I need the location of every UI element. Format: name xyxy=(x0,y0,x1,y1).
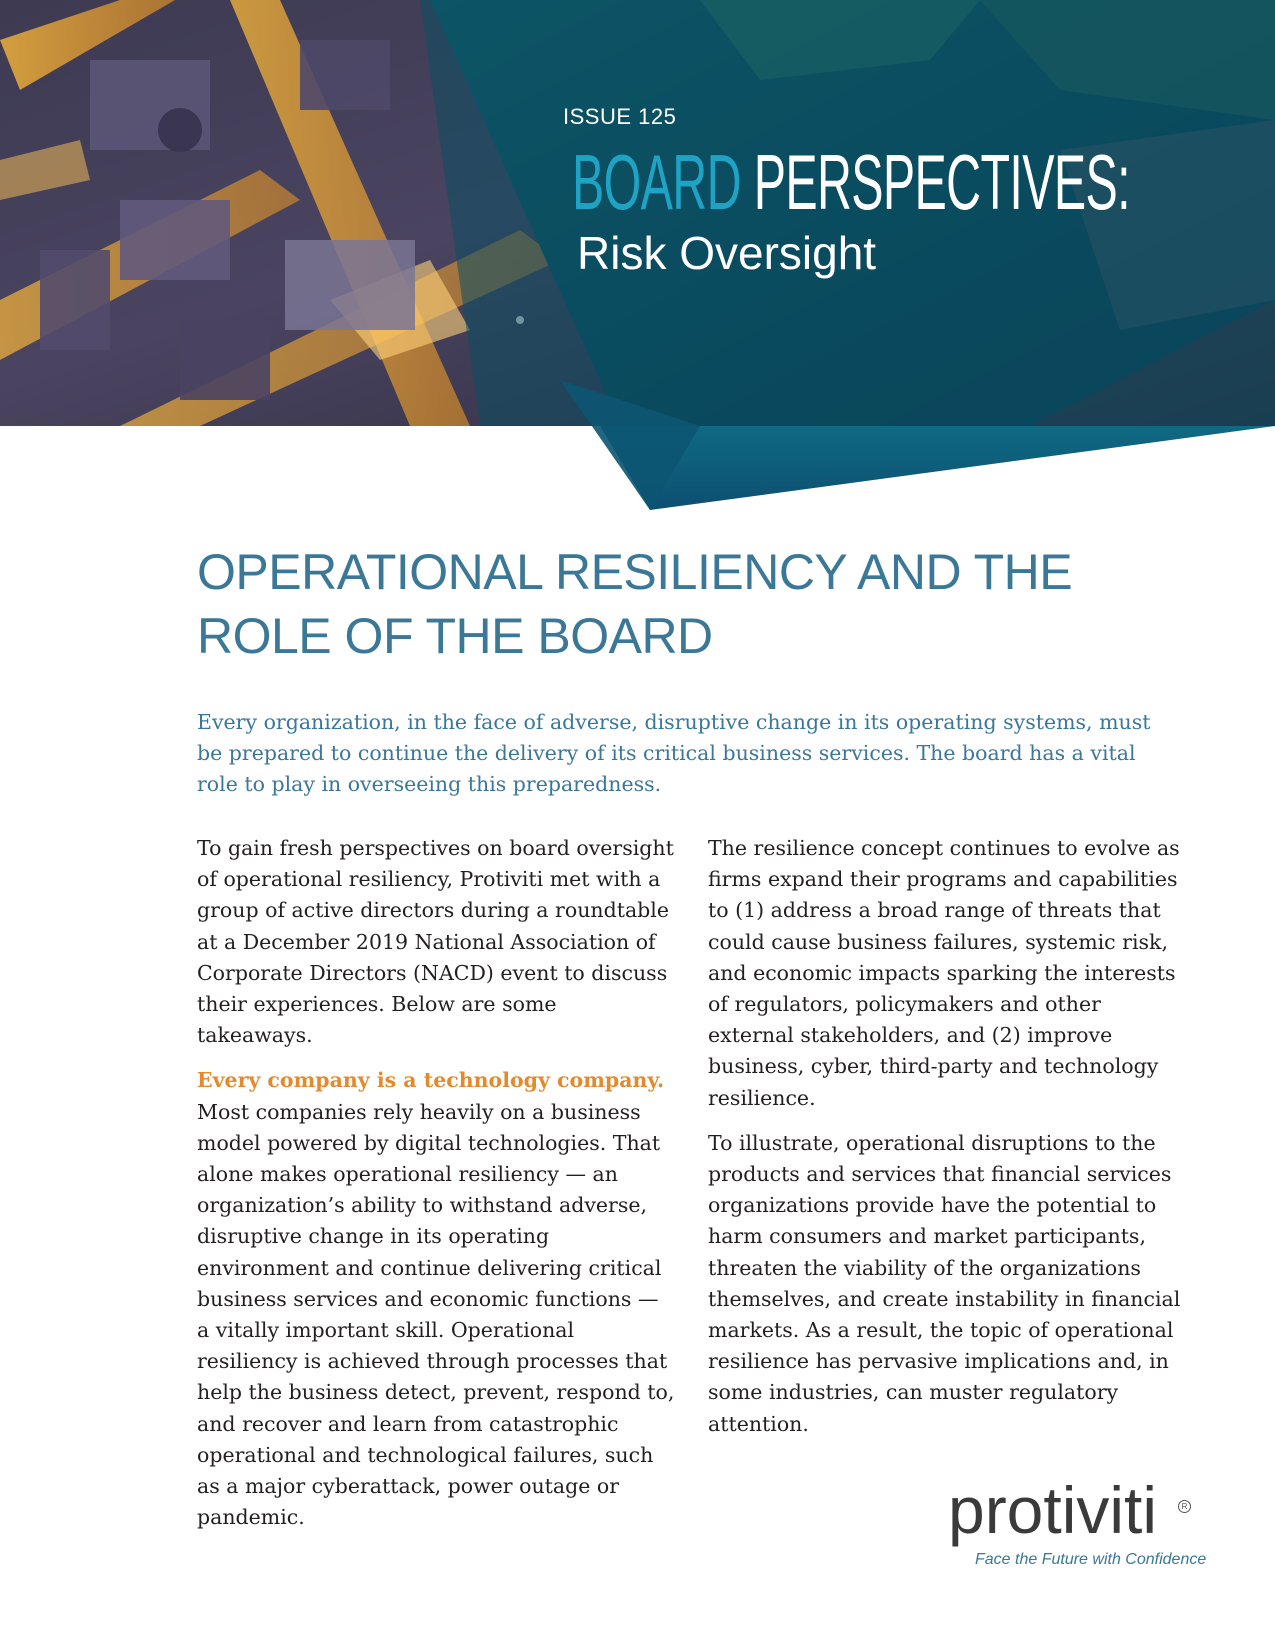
left-paragraph-2 xyxy=(197,1065,677,1533)
brand-tagline: Face the Future with Confidence xyxy=(975,1551,1207,1568)
right-paragraph-2: To illustrate, operational disruptions to the products and services that financial services organizations provide have the potential to harm consumers and market participants, threaten the viability of the organizations themselves, and create instability in financial markets. As a result, the topic of operational resilience has pervasive implications and, in some industries, can muster regulatory attention. xyxy=(708,1130,1181,1436)
right-paragraph-1: The resilience concept continues to evolve as firms expand their programs and capabilities to (1) address a broad range of threats that could cause business failures, systemic risk, and economic impacts sparking the interests of regulators, policymakers and other external stakeholders, and (2) improve business, cyber, third-party and technology resilience. xyxy=(708,836,1180,1110)
registered-mark-icon: R xyxy=(1178,1500,1191,1513)
article-intro: Every organization, in the face of adverse, disruptive change in its operating systems, must be prepared to continue the delivery of its critical business services. The board has a vital role to play in overseeing this preparedness. xyxy=(197,710,1151,796)
protiviti-logo: protiviti xyxy=(948,1473,1158,1547)
publication-subtitle: Risk Oversight xyxy=(577,227,877,279)
title-perspectives: PERSPECTIVES: xyxy=(753,138,1130,226)
lead-in-heading: Every company is a technology company. xyxy=(197,1068,665,1093)
issue-number: ISSUE 125 xyxy=(563,104,677,129)
publication-title xyxy=(572,140,1130,224)
right-column xyxy=(708,833,1186,1454)
left-column xyxy=(197,833,677,1547)
article-headline: OPERATIONAL RESILIENCY AND THE ROLE OF THE BOARD xyxy=(197,544,1073,664)
left-paragraph-2-body: Most companies rely heavily on a business model powered by digital technologies. That alone makes operational resiliency — an organization’s ability to withstand adverse, disruptive change in its operating environment and continue delivering critical business services and economic functions — a vitally important skill. Operational resiliency is achieved through processes that help the business detect, prevent, respond to, and recover and learn from catastrophic operational and technological failures, such as a major cyberattack, power outage or pandemic. xyxy=(197,1099,675,1530)
title-board: BOARD xyxy=(572,138,741,226)
left-paragraph-1: To gain fresh perspectives on board oversight of operational resiliency, Protiviti met with a group of active directors during a roundtable at a December 2019 National Association of Corporate Directors (NACD) event to discuss their experiences. Below are some takeaways. xyxy=(197,836,674,1048)
